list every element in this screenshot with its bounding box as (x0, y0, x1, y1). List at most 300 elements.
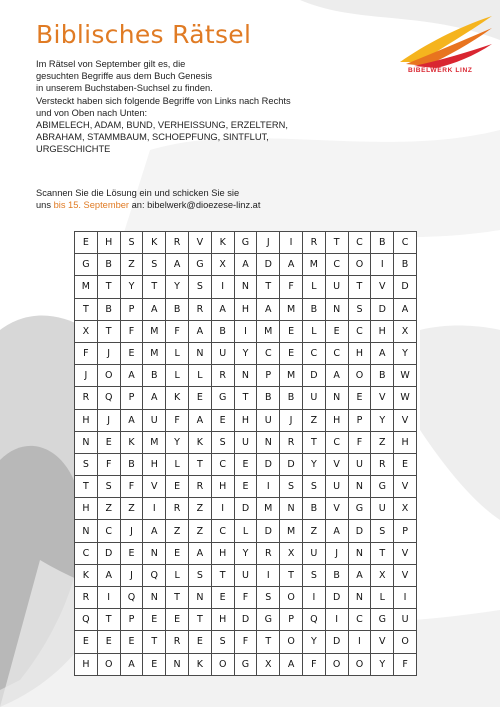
grid-cell[interactable]: A (348, 564, 371, 586)
grid-cell[interactable]: K (188, 653, 211, 675)
grid-cell[interactable]: U (348, 453, 371, 475)
grid-cell[interactable]: E (348, 387, 371, 409)
grid-cell[interactable]: T (75, 476, 98, 498)
grid-cell[interactable]: O (325, 653, 348, 675)
grid-cell[interactable]: E (97, 431, 120, 453)
grid-cell[interactable]: T (348, 276, 371, 298)
grid-cell[interactable]: N (348, 476, 371, 498)
grid-cell[interactable]: D (257, 453, 280, 475)
grid-cell[interactable]: O (280, 631, 303, 653)
grid-cell[interactable]: H (348, 342, 371, 364)
grid-cell[interactable]: N (325, 298, 348, 320)
grid-cell[interactable]: G (348, 498, 371, 520)
grid-cell[interactable]: C (348, 320, 371, 342)
grid-cell[interactable]: V (394, 409, 417, 431)
grid-cell[interactable]: M (302, 254, 325, 276)
grid-cell[interactable]: U (302, 542, 325, 564)
grid-cell[interactable]: V (371, 276, 394, 298)
grid-cell[interactable]: D (280, 453, 303, 475)
grid-cell[interactable]: D (257, 254, 280, 276)
grid-cell[interactable]: F (75, 342, 98, 364)
grid-cell[interactable]: B (97, 298, 120, 320)
grid-cell[interactable]: V (188, 232, 211, 254)
grid-cell[interactable]: E (75, 631, 98, 653)
grid-cell[interactable]: G (371, 476, 394, 498)
grid-cell[interactable]: A (280, 653, 303, 675)
grid-cell[interactable]: O (348, 365, 371, 387)
grid-cell[interactable]: P (120, 387, 143, 409)
grid-cell[interactable]: D (325, 587, 348, 609)
grid-cell[interactable]: Y (166, 276, 189, 298)
grid-cell[interactable]: E (394, 453, 417, 475)
grid-cell[interactable]: H (325, 409, 348, 431)
grid-cell[interactable]: J (325, 542, 348, 564)
grid-cell[interactable]: Y (166, 431, 189, 453)
grid-cell[interactable]: N (348, 542, 371, 564)
grid-cell[interactable]: G (234, 232, 257, 254)
grid-cell[interactable]: S (348, 298, 371, 320)
grid-cell[interactable]: Y (302, 453, 325, 475)
grid-cell[interactable]: P (120, 298, 143, 320)
grid-cell[interactable]: R (188, 298, 211, 320)
grid-cell[interactable]: H (143, 453, 166, 475)
grid-cell[interactable]: R (75, 387, 98, 409)
grid-cell[interactable]: V (371, 631, 394, 653)
grid-cell[interactable]: F (302, 653, 325, 675)
grid-cell[interactable]: T (188, 453, 211, 475)
grid-cell[interactable]: S (188, 276, 211, 298)
grid-cell[interactable]: L (166, 365, 189, 387)
grid-cell[interactable]: S (211, 431, 234, 453)
grid-cell[interactable]: U (371, 498, 394, 520)
grid-cell[interactable]: T (97, 609, 120, 631)
grid-cell[interactable]: F (120, 320, 143, 342)
grid-cell[interactable]: Y (394, 342, 417, 364)
grid-cell[interactable]: U (211, 342, 234, 364)
grid-cell[interactable]: F (166, 409, 189, 431)
grid-cell[interactable]: G (371, 609, 394, 631)
grid-cell[interactable]: Z (97, 498, 120, 520)
grid-cell[interactable]: I (280, 232, 303, 254)
grid-cell[interactable]: A (120, 365, 143, 387)
grid-cell[interactable]: A (257, 298, 280, 320)
grid-cell[interactable]: J (257, 232, 280, 254)
grid-cell[interactable]: O (348, 254, 371, 276)
grid-cell[interactable]: K (188, 431, 211, 453)
grid-cell[interactable]: C (211, 453, 234, 475)
grid-cell[interactable]: I (302, 587, 325, 609)
grid-cell[interactable]: T (143, 631, 166, 653)
grid-cell[interactable]: E (166, 476, 189, 498)
grid-cell[interactable]: A (97, 564, 120, 586)
grid-cell[interactable]: A (143, 298, 166, 320)
grid-cell[interactable]: H (97, 232, 120, 254)
grid-cell[interactable]: T (302, 431, 325, 453)
grid-cell[interactable]: D (348, 520, 371, 542)
grid-cell[interactable]: Q (75, 609, 98, 631)
grid-cell[interactable]: E (211, 409, 234, 431)
grid-cell[interactable]: H (211, 476, 234, 498)
grid-cell[interactable]: T (325, 232, 348, 254)
grid-cell[interactable]: H (371, 320, 394, 342)
grid-cell[interactable]: U (302, 387, 325, 409)
grid-cell[interactable]: H (211, 542, 234, 564)
grid-cell[interactable]: J (120, 520, 143, 542)
grid-cell[interactable]: W (394, 387, 417, 409)
grid-cell[interactable]: V (394, 564, 417, 586)
grid-cell[interactable]: N (234, 365, 257, 387)
grid-cell[interactable]: Z (302, 409, 325, 431)
grid-cell[interactable]: U (234, 564, 257, 586)
grid-cell[interactable]: G (75, 254, 98, 276)
grid-cell[interactable]: U (257, 409, 280, 431)
grid-cell[interactable]: A (120, 409, 143, 431)
grid-cell[interactable]: I (257, 564, 280, 586)
grid-cell[interactable]: Z (120, 254, 143, 276)
grid-cell[interactable]: V (325, 498, 348, 520)
grid-cell[interactable]: X (211, 254, 234, 276)
grid-cell[interactable]: E (188, 387, 211, 409)
grid-cell[interactable]: O (348, 653, 371, 675)
grid-cell[interactable]: N (325, 387, 348, 409)
grid-cell[interactable]: T (280, 564, 303, 586)
grid-cell[interactable]: X (257, 653, 280, 675)
grid-cell[interactable]: F (234, 631, 257, 653)
grid-cell[interactable]: S (371, 520, 394, 542)
grid-cell[interactable]: B (97, 254, 120, 276)
grid-cell[interactable]: C (97, 520, 120, 542)
grid-cell[interactable]: E (280, 342, 303, 364)
grid-cell[interactable]: F (120, 476, 143, 498)
grid-cell[interactable]: S (302, 476, 325, 498)
grid-cell[interactable]: A (188, 409, 211, 431)
grid-cell[interactable]: J (97, 342, 120, 364)
grid-cell[interactable]: V (394, 476, 417, 498)
grid-cell[interactable]: S (75, 453, 98, 475)
grid-cell[interactable]: N (143, 542, 166, 564)
grid-cell[interactable]: H (211, 609, 234, 631)
grid-cell[interactable]: V (325, 453, 348, 475)
grid-cell[interactable]: E (120, 342, 143, 364)
grid-cell[interactable]: E (143, 653, 166, 675)
grid-cell[interactable]: E (325, 320, 348, 342)
grid-cell[interactable]: G (257, 609, 280, 631)
grid-cell[interactable]: T (75, 298, 98, 320)
grid-cell[interactable]: C (211, 520, 234, 542)
grid-cell[interactable]: O (97, 653, 120, 675)
grid-cell[interactable]: M (143, 320, 166, 342)
grid-cell[interactable]: R (166, 498, 189, 520)
grid-cell[interactable]: K (143, 232, 166, 254)
grid-cell[interactable]: N (143, 587, 166, 609)
grid-cell[interactable]: D (394, 276, 417, 298)
grid-cell[interactable]: U (325, 476, 348, 498)
grid-cell[interactable]: D (302, 365, 325, 387)
grid-cell[interactable]: X (75, 320, 98, 342)
grid-cell[interactable]: N (348, 587, 371, 609)
grid-cell[interactable]: C (348, 609, 371, 631)
grid-cell[interactable]: L (166, 453, 189, 475)
grid-cell[interactable]: W (394, 365, 417, 387)
grid-cell[interactable]: T (143, 276, 166, 298)
grid-cell[interactable]: E (120, 631, 143, 653)
grid-cell[interactable]: Q (143, 564, 166, 586)
grid-cell[interactable]: X (280, 542, 303, 564)
grid-cell[interactable]: H (75, 653, 98, 675)
grid-cell[interactable]: M (257, 320, 280, 342)
grid-cell[interactable]: A (143, 520, 166, 542)
grid-cell[interactable]: P (394, 520, 417, 542)
grid-cell[interactable]: R (257, 542, 280, 564)
grid-cell[interactable]: C (394, 232, 417, 254)
grid-cell[interactable]: T (188, 609, 211, 631)
grid-cell[interactable]: Z (188, 498, 211, 520)
grid-cell[interactable]: R (188, 476, 211, 498)
grid-cell[interactable]: A (234, 254, 257, 276)
grid-cell[interactable]: F (280, 276, 303, 298)
grid-cell[interactable]: M (143, 342, 166, 364)
grid-cell[interactable]: M (75, 276, 98, 298)
grid-cell[interactable]: F (234, 587, 257, 609)
grid-cell[interactable]: S (257, 587, 280, 609)
grid-cell[interactable]: B (302, 298, 325, 320)
grid-cell[interactable]: M (280, 520, 303, 542)
grid-cell[interactable]: I (211, 498, 234, 520)
grid-cell[interactable]: M (257, 498, 280, 520)
grid-cell[interactable]: C (75, 542, 98, 564)
grid-cell[interactable]: S (302, 564, 325, 586)
grid-cell[interactable]: K (211, 232, 234, 254)
grid-cell[interactable]: L (302, 320, 325, 342)
grid-cell[interactable]: C (325, 342, 348, 364)
grid-cell[interactable]: Q (97, 387, 120, 409)
grid-cell[interactable]: T (257, 631, 280, 653)
grid-cell[interactable]: N (75, 431, 98, 453)
grid-cell[interactable]: C (325, 254, 348, 276)
grid-cell[interactable]: H (234, 298, 257, 320)
grid-cell[interactable]: P (120, 609, 143, 631)
grid-cell[interactable]: A (188, 542, 211, 564)
grid-cell[interactable]: E (166, 542, 189, 564)
grid-cell[interactable]: H (75, 498, 98, 520)
grid-cell[interactable]: A (280, 254, 303, 276)
grid-cell[interactable]: D (234, 609, 257, 631)
grid-cell[interactable]: Z (120, 498, 143, 520)
grid-cell[interactable]: U (325, 276, 348, 298)
grid-cell[interactable]: K (75, 564, 98, 586)
grid-cell[interactable]: E (234, 476, 257, 498)
grid-cell[interactable]: E (75, 232, 98, 254)
grid-cell[interactable]: B (325, 564, 348, 586)
grid-cell[interactable]: F (394, 653, 417, 675)
grid-cell[interactable]: H (234, 409, 257, 431)
grid-cell[interactable]: M (280, 298, 303, 320)
grid-cell[interactable]: X (394, 320, 417, 342)
grid-cell[interactable]: S (143, 254, 166, 276)
grid-cell[interactable]: I (143, 498, 166, 520)
grid-cell[interactable]: T (166, 587, 189, 609)
grid-cell[interactable]: L (166, 342, 189, 364)
grid-cell[interactable]: S (188, 564, 211, 586)
grid-cell[interactable]: H (394, 431, 417, 453)
grid-cell[interactable]: J (97, 409, 120, 431)
grid-cell[interactable]: Q (302, 609, 325, 631)
grid-cell[interactable]: F (97, 453, 120, 475)
grid-cell[interactable]: N (188, 587, 211, 609)
grid-cell[interactable]: P (280, 609, 303, 631)
grid-cell[interactable]: O (211, 653, 234, 675)
grid-cell[interactable]: K (120, 431, 143, 453)
grid-cell[interactable]: V (143, 476, 166, 498)
grid-cell[interactable]: V (394, 542, 417, 564)
grid-cell[interactable]: G (211, 387, 234, 409)
grid-cell[interactable]: B (120, 453, 143, 475)
grid-cell[interactable]: A (325, 520, 348, 542)
grid-cell[interactable]: T (234, 387, 257, 409)
grid-cell[interactable]: A (371, 342, 394, 364)
grid-cell[interactable]: L (188, 365, 211, 387)
grid-cell[interactable]: X (394, 498, 417, 520)
grid-cell[interactable]: J (280, 409, 303, 431)
grid-cell[interactable]: T (211, 564, 234, 586)
grid-cell[interactable]: S (211, 631, 234, 653)
grid-cell[interactable]: T (257, 276, 280, 298)
grid-cell[interactable]: I (211, 276, 234, 298)
grid-cell[interactable]: R (371, 453, 394, 475)
grid-cell[interactable]: N (166, 653, 189, 675)
grid-cell[interactable]: D (325, 631, 348, 653)
grid-cell[interactable]: U (394, 609, 417, 631)
grid-cell[interactable]: H (75, 409, 98, 431)
grid-cell[interactable]: E (211, 587, 234, 609)
grid-cell[interactable]: E (188, 631, 211, 653)
grid-cell[interactable]: B (166, 298, 189, 320)
grid-cell[interactable]: B (371, 232, 394, 254)
grid-cell[interactable]: F (348, 431, 371, 453)
grid-cell[interactable]: C (302, 342, 325, 364)
grid-cell[interactable]: M (280, 365, 303, 387)
grid-cell[interactable]: R (75, 587, 98, 609)
grid-cell[interactable]: B (371, 365, 394, 387)
grid-cell[interactable]: F (166, 320, 189, 342)
grid-cell[interactable]: Z (371, 431, 394, 453)
grid-cell[interactable]: L (302, 276, 325, 298)
grid-cell[interactable]: A (120, 653, 143, 675)
grid-cell[interactable]: B (302, 498, 325, 520)
grid-cell[interactable]: E (234, 453, 257, 475)
grid-cell[interactable]: Y (371, 409, 394, 431)
grid-cell[interactable]: T (97, 276, 120, 298)
grid-cell[interactable]: O (394, 631, 417, 653)
grid-cell[interactable]: G (234, 653, 257, 675)
grid-cell[interactable]: L (371, 587, 394, 609)
grid-cell[interactable]: P (257, 365, 280, 387)
grid-cell[interactable]: A (188, 320, 211, 342)
grid-cell[interactable]: C (257, 342, 280, 364)
grid-cell[interactable]: X (371, 564, 394, 586)
grid-cell[interactable]: I (348, 631, 371, 653)
grid-cell[interactable]: R (280, 431, 303, 453)
grid-cell[interactable]: A (143, 387, 166, 409)
grid-cell[interactable]: J (75, 365, 98, 387)
grid-cell[interactable]: C (348, 232, 371, 254)
grid-cell[interactable]: Z (188, 520, 211, 542)
grid-cell[interactable]: E (280, 320, 303, 342)
grid-cell[interactable]: A (211, 298, 234, 320)
grid-cell[interactable]: Z (166, 520, 189, 542)
grid-cell[interactable]: N (188, 342, 211, 364)
grid-cell[interactable]: B (394, 254, 417, 276)
grid-cell[interactable]: S (97, 476, 120, 498)
grid-cell[interactable]: I (394, 587, 417, 609)
grid-cell[interactable]: S (120, 232, 143, 254)
grid-cell[interactable]: R (166, 631, 189, 653)
grid-cell[interactable]: R (302, 232, 325, 254)
grid-cell[interactable]: B (143, 365, 166, 387)
grid-cell[interactable]: E (120, 542, 143, 564)
grid-cell[interactable]: T (371, 542, 394, 564)
grid-cell[interactable]: E (97, 631, 120, 653)
grid-cell[interactable]: G (188, 254, 211, 276)
grid-cell[interactable]: O (97, 365, 120, 387)
grid-cell[interactable]: R (211, 365, 234, 387)
grid-cell[interactable]: I (371, 254, 394, 276)
grid-cell[interactable]: Y (234, 542, 257, 564)
grid-cell[interactable]: A (325, 365, 348, 387)
grid-cell[interactable]: D (371, 298, 394, 320)
grid-cell[interactable]: K (166, 387, 189, 409)
grid-cell[interactable]: Y (234, 342, 257, 364)
grid-cell[interactable]: L (166, 564, 189, 586)
grid-cell[interactable]: S (280, 476, 303, 498)
grid-cell[interactable]: I (257, 476, 280, 498)
grid-cell[interactable]: N (234, 276, 257, 298)
grid-cell[interactable]: Y (371, 653, 394, 675)
grid-cell[interactable]: B (280, 387, 303, 409)
grid-cell[interactable]: U (143, 409, 166, 431)
grid-cell[interactable]: N (280, 498, 303, 520)
grid-cell[interactable]: Z (302, 520, 325, 542)
grid-cell[interactable]: J (120, 564, 143, 586)
grid-cell[interactable]: I (97, 587, 120, 609)
grid-cell[interactable]: L (234, 520, 257, 542)
grid-cell[interactable]: N (75, 520, 98, 542)
grid-cell[interactable]: D (257, 520, 280, 542)
grid-cell[interactable]: A (166, 254, 189, 276)
grid-cell[interactable]: O (280, 587, 303, 609)
grid-cell[interactable]: B (211, 320, 234, 342)
grid-cell[interactable]: V (371, 387, 394, 409)
grid-cell[interactable]: D (234, 498, 257, 520)
grid-cell[interactable]: M (143, 431, 166, 453)
grid-cell[interactable]: T (97, 320, 120, 342)
grid-cell[interactable]: E (143, 609, 166, 631)
grid-cell[interactable]: R (166, 232, 189, 254)
grid-cell[interactable]: Y (120, 276, 143, 298)
grid-cell[interactable]: I (325, 609, 348, 631)
grid-cell[interactable]: D (97, 542, 120, 564)
grid-cell[interactable]: C (325, 431, 348, 453)
grid-cell[interactable]: Y (302, 631, 325, 653)
grid-cell[interactable]: A (394, 298, 417, 320)
grid-cell[interactable]: B (257, 387, 280, 409)
grid-cell[interactable]: P (348, 409, 371, 431)
grid-cell[interactable]: I (234, 320, 257, 342)
grid-cell[interactable]: Q (120, 587, 143, 609)
grid-cell[interactable]: U (234, 431, 257, 453)
grid-cell[interactable]: E (166, 609, 189, 631)
grid-cell[interactable]: N (257, 431, 280, 453)
